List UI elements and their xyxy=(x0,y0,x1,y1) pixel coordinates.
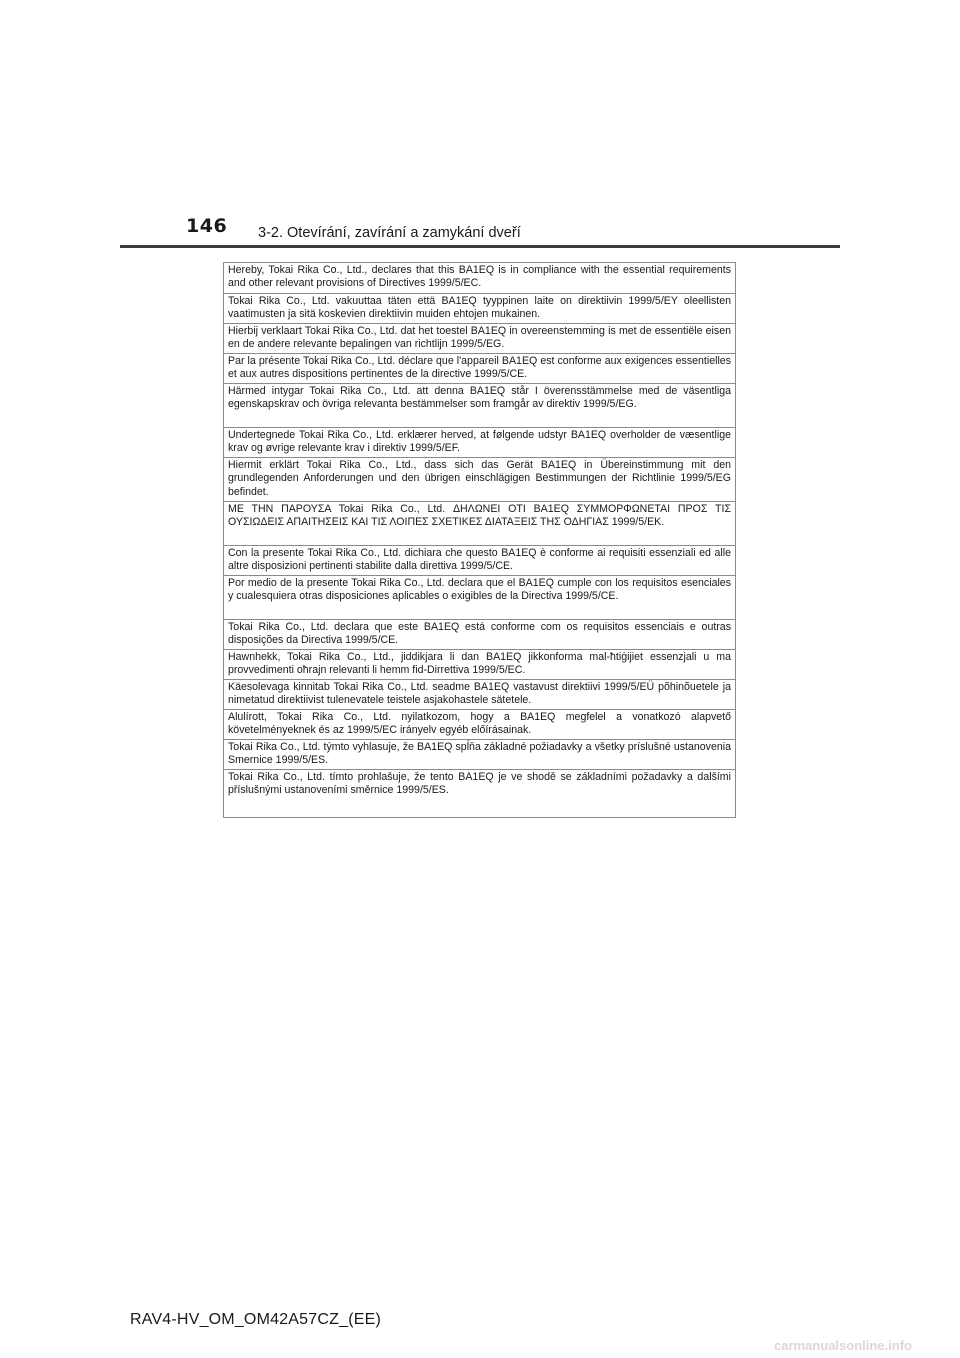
statement-row-mt: Hawnhekk, Tokai Rika Co., Ltd., jiddikjara li dan BA1EQ jikkonforma mal-ħtiġijiet essenzjali u ma provvedimenti oħrajn relevanti li hemm fid-Dirrettiva 1999/5/EC. xyxy=(224,649,735,679)
statement-row-it: Con la presente Tokai Rika Co., Ltd. dichiara che questo BA1EQ è conforme ai requisiti essenziali ed alle altre disposizioni pertinenti stabilite dalla direttiva 1999/5/CE. xyxy=(224,545,735,575)
statement-row-nl: Hierbij verklaart Tokai Rika Co., Ltd. dat het toestel BA1EQ in overeenstemming is met de essentiële eisen en de andere relevante bepalingen van richtlijn 1999/5/EG. xyxy=(224,323,735,353)
statement-row-da: Undertegnede Tokai Rika Co., Ltd. erklærer herved, at følgende udstyr BA1EQ overholder de væsentlige krav og øvrige relevante krav i direktiv 1999/5/EF. xyxy=(224,427,735,457)
watermark: carmanualsonline.info xyxy=(774,1338,912,1353)
statement-row-en: Hereby, Tokai Rika Co., Ltd., declares that this BA1EQ is in compliance with the essential requirements and other relevant provisions of Directives 1999/5/EC. xyxy=(228,264,731,290)
statement-row-cs: Tokai Rika Co., Ltd. tímto prohlašuje, že tento BA1EQ je ve shodě se základními požadavky a dalšími příslušnými ustanoveními směrnice 1999/5/ES. xyxy=(224,769,735,799)
statement-row-pt: Tokai Rika Co., Ltd. declara que este BA1EQ está conforme com os requisitos essenciais e outras disposições da Directiva 1999/5/CE. xyxy=(224,619,735,649)
statement-row-de: Hiermit erklärt Tokai Rika Co., Ltd., dass sich das Gerät BA1EQ in Übereinstimmung mit den grundlegenden Anforderungen und den übrigen einschlägigen Bestimmungen der Richtlinie 1999/5/EG befindet. xyxy=(224,457,735,501)
statement-row-es: Por medio de la presente Tokai Rika Co., Ltd. declara que el BA1EQ cumple con los requisitos esenciales y cualesquiera otras disposiciones aplicables o exigibles de la Directiva 1999/5/CE. xyxy=(224,575,735,619)
statement-row-sk: Tokai Rika Co., Ltd. týmto vyhlasuje, že BA1EQ spĺňa základné požiadavky a všetky príslušné ustanovenia Smernice 1999/5/ES. xyxy=(224,739,735,769)
section-title: 3-2. Otevírání, zavírání a zamykání dveří xyxy=(258,225,521,241)
statement-row-el: ΜΕ ΤΗΝ ΠΑΡΟΥΣΑ Tokai Rika Co., Ltd. ΔΗΛΩΝΕΙ ΟΤΙ BA1EQ ΣΥΜΜΟΡΦΩΝΕΤΑΙ ΠΡΟΣ ΤΙΣ ΟΥΣΙΩΔΕΙΣ ΑΠΑΙΤΗΣΕΙΣ ΚΑΙ ΤΙΣ ΛΟΙΠΕΣ ΣΧΕΤΙΚΕΣ ΔΙΑΤΑΞΕΙΣ ΤΗΣ ΟΔΗΓΙΑΣ 1999/5/ΕΚ. xyxy=(224,501,735,545)
document-code: RAV4-HV_OM_OM42A57CZ_(EE) xyxy=(130,1311,381,1328)
statement-row-fi: Tokai Rika Co., Ltd. vakuuttaa täten että BA1EQ tyyppinen laite on direktiivin 1999/5/EY oleellisten vaatimusten ja sitä koskevien direktiivin muiden ehtojen mukainen. xyxy=(224,293,735,323)
statement-row-et: Käesolevaga kinnitab Tokai Rika Co., Ltd. seadme BA1EQ vastavust direktiivi 1999/5/EÜ põhinõuetele ja nimetatud direktiivist tulenevatele teistele asjakohastele sätetele. xyxy=(224,679,735,709)
statement-row-hu: Alulírott, Tokai Rika Co., Ltd. nyilatkozom, hogy a BA1EQ megfelel a vonatkozó alapvető követelményeknek és az 1999/5/EC irányelv egyéb előírásainak. xyxy=(224,709,735,739)
page-number: 146 xyxy=(186,215,228,237)
statement-row-sv: Härmed intygar Tokai Rika Co., Ltd. att denna BA1EQ står I överensstämmelse med de väsentliga egenskapskrav och övriga relevanta bestämmelser som framgår av direktiv 1999/5/EG. xyxy=(224,383,735,427)
header-rule xyxy=(120,245,840,248)
compliance-statements-table xyxy=(223,262,736,818)
statement-row-fr: Par la présente Tokai Rika Co., Ltd. déclare que l'appareil BA1EQ est conforme aux exigences essentielles et aux autres dispositions pertinentes de la directive 1999/5/CE. xyxy=(224,353,735,383)
